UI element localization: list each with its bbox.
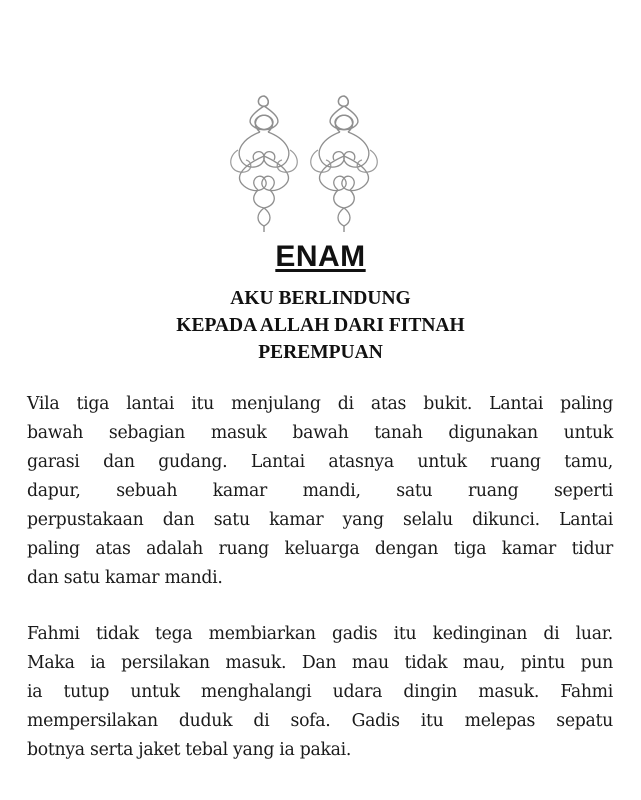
chapter-number: ENAM xyxy=(275,240,366,273)
body-paragraph xyxy=(27,390,613,593)
text-line: bawah sebagian masuk bawah tanah digunakan untuk xyxy=(27,423,613,443)
text-line: dan satu kamar mandi. xyxy=(27,568,223,588)
calligraphic-flourish-icon xyxy=(224,92,384,234)
text-line: Maka ia persilakan masuk. Dan mau tidak mau, pintu pun xyxy=(27,653,613,673)
text-line: garasi dan gudang. Lantai atasnya untuk ruang tamu, xyxy=(27,452,613,472)
text-line: Fahmi tidak tega membiarkan gadis itu kedinginan di luar. xyxy=(27,624,613,644)
chapter-title xyxy=(0,285,641,366)
text-line: mempersilakan duduk di sofa. Gadis itu melepas sepatu xyxy=(27,711,613,731)
text-line: Vila tiga lantai itu menjulang di atas bukit. Lantai paling xyxy=(27,394,613,414)
text-line: ia tutup untuk menghalangi udara dingin masuk. Fahmi xyxy=(27,682,613,702)
chapter-title-line: AKU BERLINDUNG xyxy=(230,288,411,309)
chapter-title-line: KEPADA ALLAH DARI FITNAH xyxy=(176,315,465,336)
text-line: botnya serta jaket tebal yang ia pakai. xyxy=(27,740,352,760)
text-line: dapur, sebuah kamar mandi, satu ruang seperti xyxy=(27,481,613,501)
body-paragraph xyxy=(27,620,613,765)
text-line: perpustakaan dan satu kamar yang selalu dikunci. Lantai xyxy=(27,510,613,530)
text-line: paling atas adalah ruang keluarga dengan tiga kamar tidur xyxy=(27,539,613,559)
chapter-title-line: PEREMPUAN xyxy=(258,342,383,363)
